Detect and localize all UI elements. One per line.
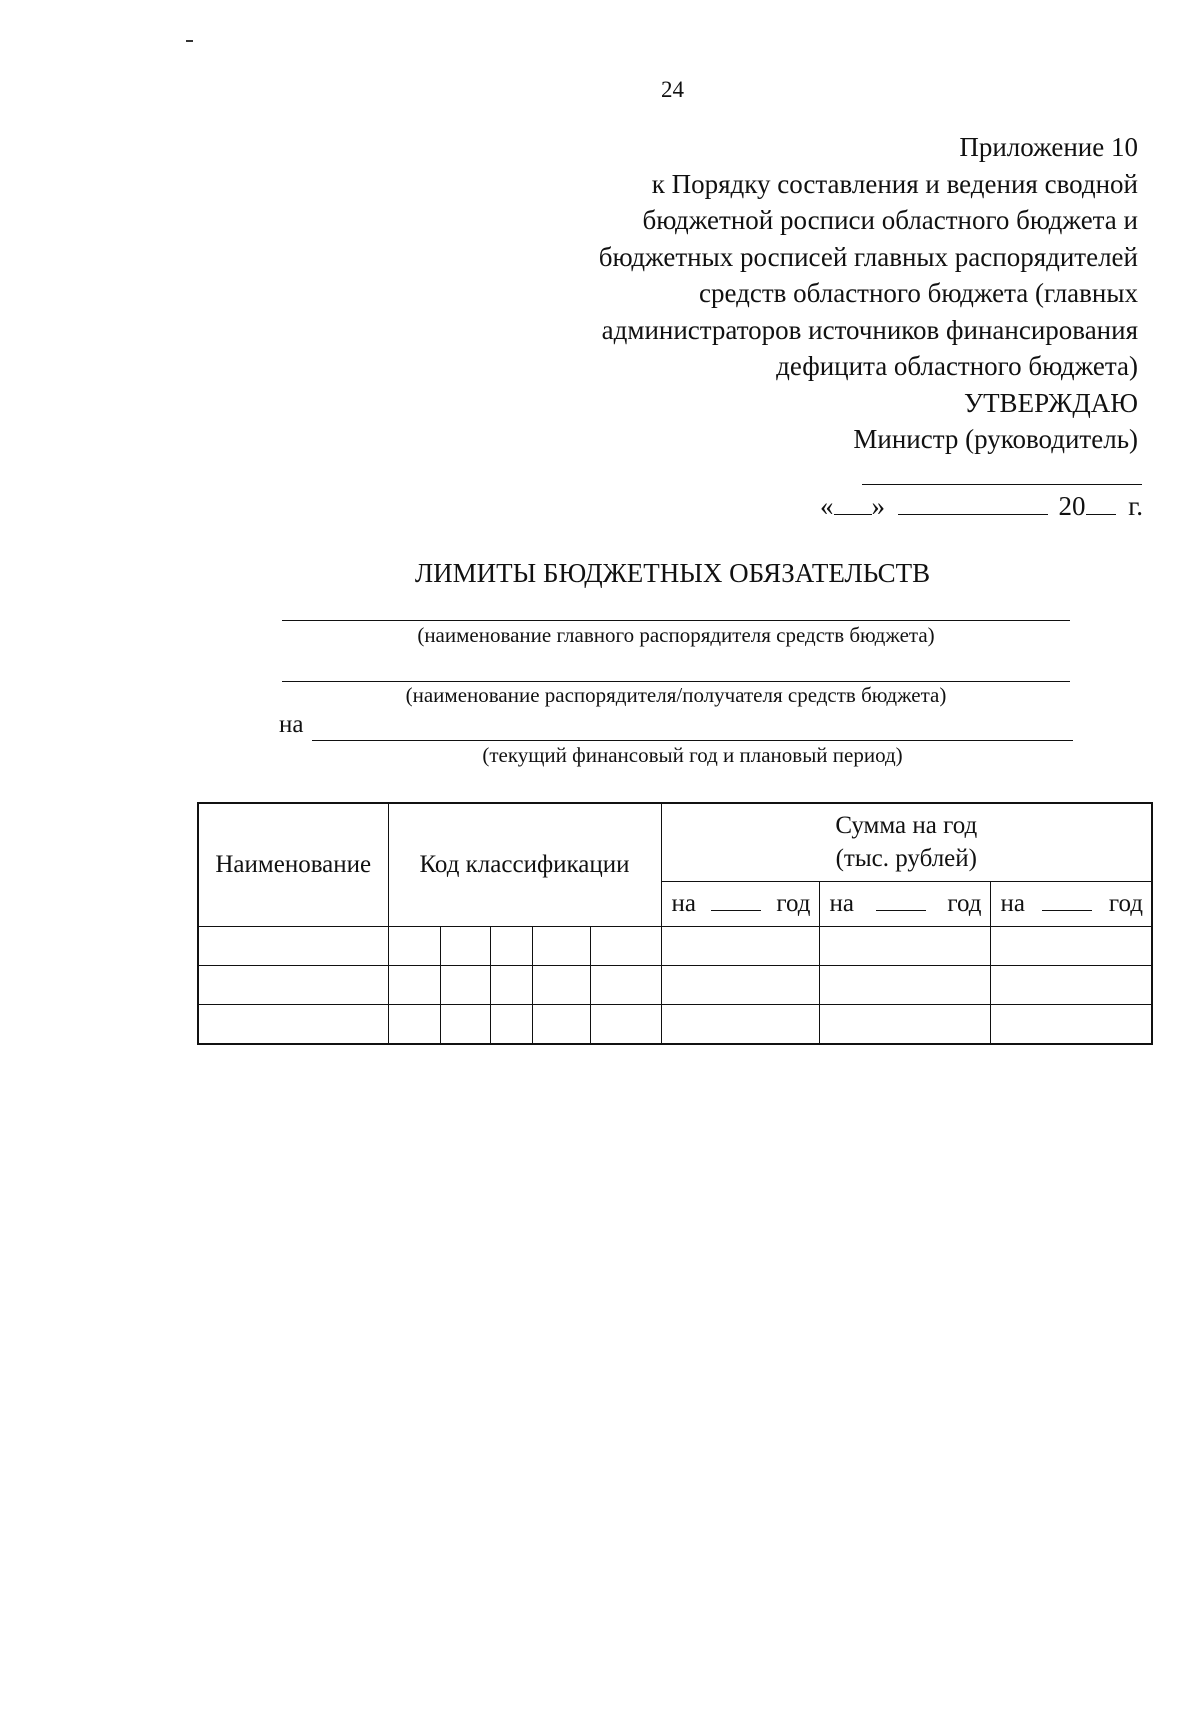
appendix-block: [599, 129, 1138, 385]
table-cell[interactable]: [661, 1005, 819, 1045]
table-cell[interactable]: [819, 927, 990, 966]
month-blank[interactable]: [898, 492, 1048, 515]
manager-recipient-caption: (наименование распорядителя/получателя средств бюджета): [405, 683, 947, 707]
table-cell[interactable]: [490, 1005, 532, 1045]
period-field[interactable]: [312, 740, 1073, 741]
appendix-line: бюджетной росписи областного бюджета и: [642, 205, 1138, 235]
limits-table: [197, 802, 1153, 1045]
table-cell[interactable]: [440, 966, 490, 1005]
table-cell[interactable]: [990, 1005, 1152, 1045]
period-prefix: на: [279, 711, 304, 738]
appendix-line: дефицита областного бюджета): [776, 351, 1138, 381]
year-column-header: [819, 881, 990, 926]
table-cell[interactable]: [490, 966, 532, 1005]
year-column-header: [661, 881, 819, 926]
approval-date: [820, 491, 1143, 522]
table-cell[interactable]: [819, 966, 990, 1005]
table-cell[interactable]: [490, 927, 532, 966]
table-cell[interactable]: [440, 1005, 490, 1045]
signature-line[interactable]: [862, 484, 1142, 485]
year-blank[interactable]: [876, 890, 926, 911]
appendix-line: к Порядку составления и ведения сводной: [651, 168, 1138, 199]
appendix-line: Приложение 10: [959, 132, 1138, 162]
appendix-line: администраторов источников финансирования: [601, 314, 1138, 345]
table-row: [198, 966, 1152, 1005]
table-cell[interactable]: [532, 927, 590, 966]
table-cell[interactable]: [198, 1005, 388, 1045]
table-cell[interactable]: [388, 1005, 440, 1045]
approval-block: [853, 385, 1138, 457]
day-blank[interactable]: [834, 492, 872, 515]
year-suffix: г.: [1128, 491, 1144, 521]
year-prefix: 20: [1058, 491, 1086, 521]
main-manager-field[interactable]: [282, 620, 1070, 621]
table-cell[interactable]: [388, 927, 440, 966]
scan-mark: [186, 40, 193, 42]
column-header-name: Наименование: [198, 803, 388, 927]
year-prefix-label: на: [671, 889, 697, 917]
approval-heading: УТВЕРЖДАЮ: [963, 388, 1138, 418]
table-cell[interactable]: [590, 927, 661, 966]
table-cell[interactable]: [661, 966, 819, 1005]
sum-header-unit: (тыс. рублей): [835, 845, 977, 873]
table-cell[interactable]: [819, 1005, 990, 1045]
table-cell[interactable]: [198, 927, 388, 966]
table-cell[interactable]: [590, 1005, 661, 1045]
year-suffix-label: год: [776, 889, 811, 917]
year-column-header: [990, 881, 1152, 926]
year-blank[interactable]: [1042, 890, 1092, 911]
approval-position: Министр (руководитель): [853, 424, 1138, 454]
year-prefix-label: на: [1000, 889, 1026, 917]
table-cell[interactable]: [990, 927, 1152, 966]
table-cell[interactable]: [532, 1005, 590, 1045]
period-caption: (текущий финансовый год и плановый период): [482, 743, 903, 767]
page-number: 24: [661, 77, 684, 102]
year-suffix-label: год: [947, 889, 982, 917]
manager-recipient-field[interactable]: [282, 681, 1070, 682]
date-close-quote: »: [871, 491, 885, 521]
table-header-row: [198, 803, 1152, 881]
appendix-line: бюджетных росписей главных распорядителей: [598, 241, 1138, 272]
year-suffix-label: год: [1108, 889, 1144, 917]
table-row: [198, 927, 1152, 966]
year-prefix-label: на: [829, 889, 855, 917]
appendix-line: средств областного бюджета (главных: [699, 278, 1138, 308]
table-cell[interactable]: [590, 966, 661, 1005]
main-manager-caption: (наименование главного распорядителя средств бюджета): [417, 623, 935, 647]
date-open-quote: «: [820, 491, 834, 521]
year-blank[interactable]: [1086, 492, 1116, 515]
document-title: ЛИМИТЫ БЮДЖЕТНЫХ ОБЯЗАТЕЛЬСТВ: [414, 558, 931, 588]
table-cell[interactable]: [661, 927, 819, 966]
table-cell[interactable]: [198, 966, 388, 1005]
sum-header-line: Сумма на год: [835, 812, 978, 840]
table-cell[interactable]: [388, 966, 440, 1005]
table-cell[interactable]: [532, 966, 590, 1005]
year-blank[interactable]: [711, 890, 761, 911]
table-cell[interactable]: [990, 966, 1152, 1005]
column-header-sum: [661, 803, 1152, 881]
column-header-code: Код классификации: [388, 803, 661, 927]
table-cell[interactable]: [440, 927, 490, 966]
table-row: [198, 1005, 1152, 1045]
